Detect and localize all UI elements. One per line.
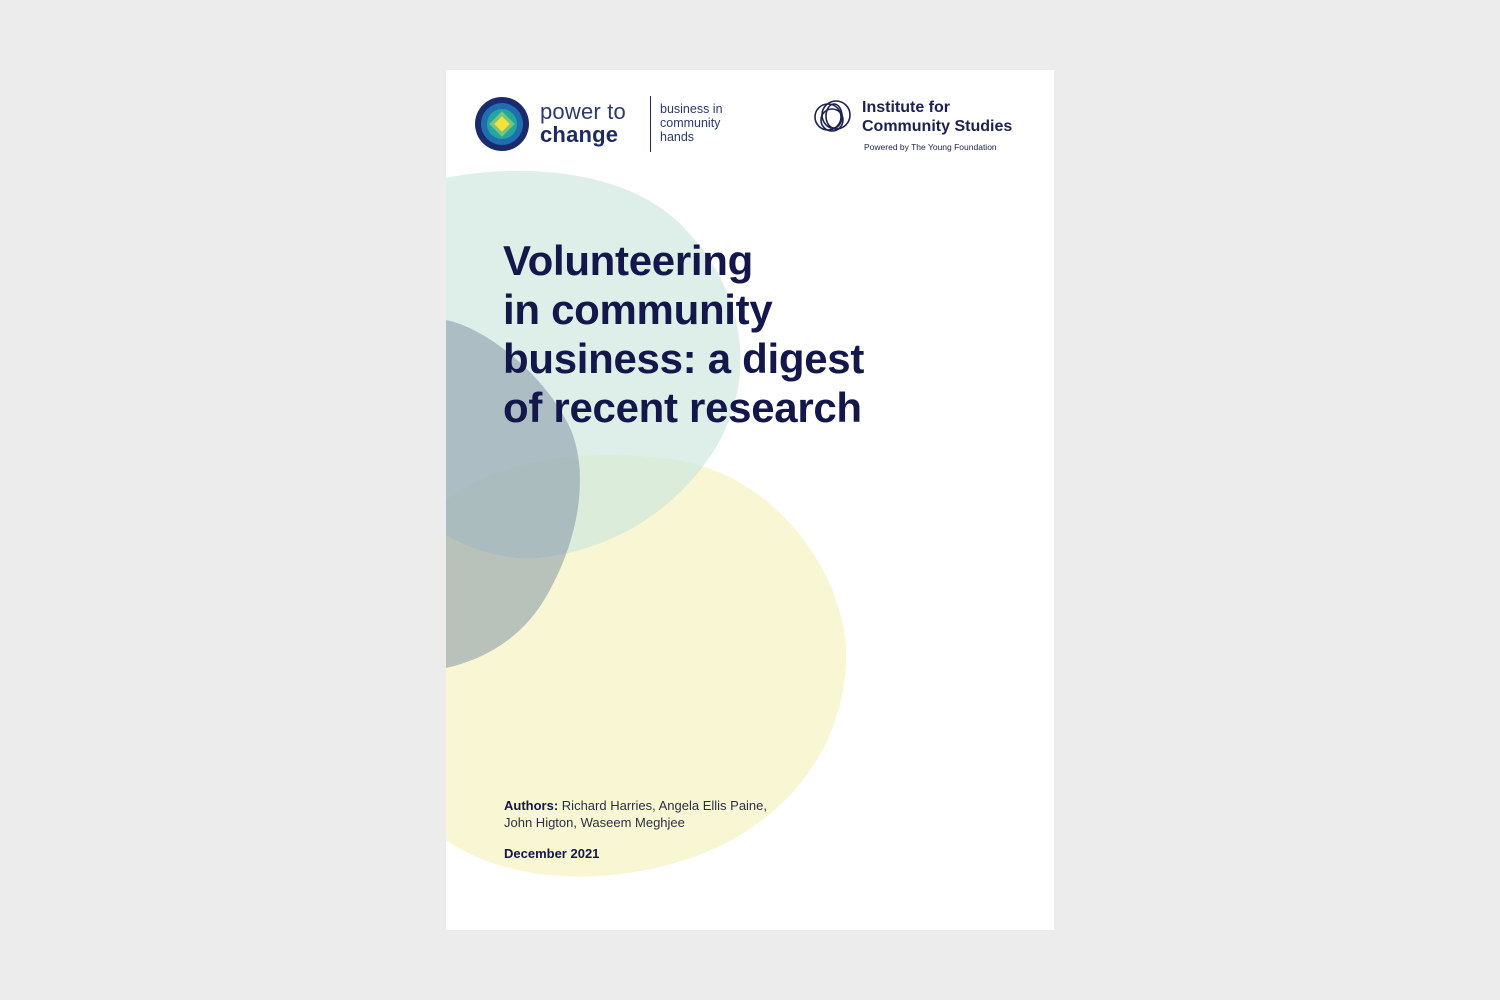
ics-logo (812, 96, 1034, 156)
ptc-tagline-line: community (660, 116, 721, 130)
title-line: Volunteering (503, 237, 753, 284)
title-line: business: a digest (503, 335, 865, 382)
ptc-wordmark-line1: power to (540, 99, 626, 124)
title-line: of recent research (503, 384, 862, 431)
ptc-tagline-line: business in (660, 102, 723, 116)
ptc-tagline (660, 102, 750, 144)
power-to-change-logo (474, 96, 744, 154)
authors-names-line2: John Higton, Waseem Meghjee (504, 815, 685, 830)
ptc-tagline-line: hands (660, 130, 695, 144)
authors-block (504, 797, 824, 831)
ptc-divider (650, 96, 651, 152)
ics-name (862, 98, 1012, 136)
ics-name-line2: Community Studies (862, 118, 1013, 135)
ics-name-line1: Institute for (862, 99, 950, 116)
authors-label: Authors: (504, 798, 559, 813)
authors-names-line1: Richard Harries, Angela Ellis Paine, (561, 798, 768, 813)
report-cover-page (446, 70, 1054, 930)
power-to-change-mark-icon (474, 96, 530, 152)
ics-powered-by: Powered by The Young Foundation (864, 142, 997, 152)
power-to-change-wordmark (540, 100, 626, 146)
title-line: in community (503, 286, 773, 333)
ics-rings-icon (812, 96, 858, 138)
report-title (503, 236, 943, 432)
ptc-wordmark-line2: change (540, 122, 619, 147)
publication-date: December 2021 (504, 846, 600, 861)
